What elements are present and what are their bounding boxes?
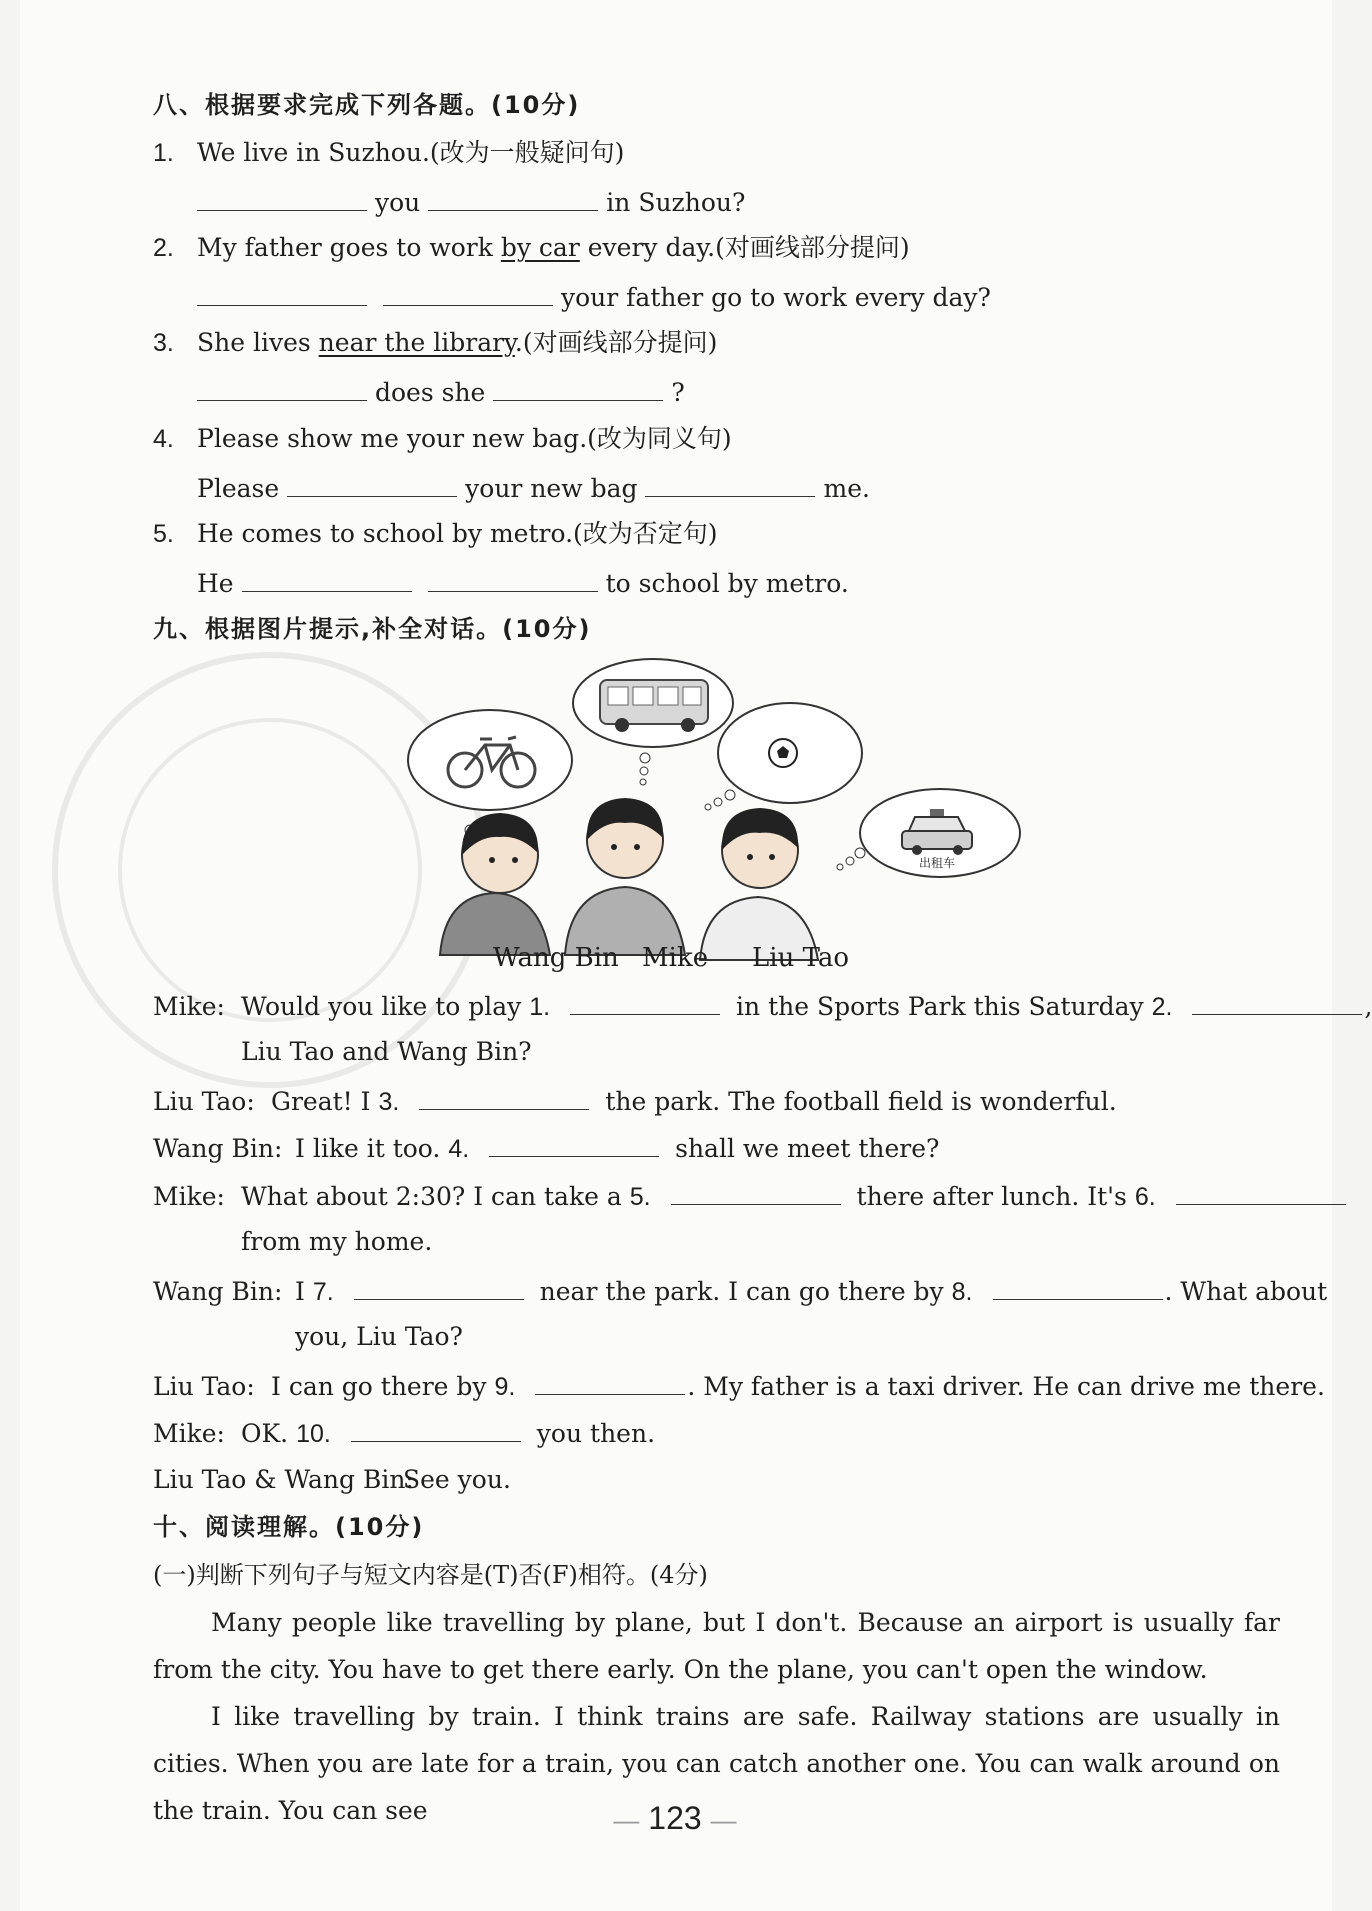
blank[interactable]	[489, 1132, 659, 1157]
blank[interactable]	[419, 1085, 589, 1110]
dialog-line-5: Wang Bin: I 7. near the park. I can go there by 8. . What about	[153, 1277, 1328, 1306]
blank[interactable]	[1176, 1180, 1346, 1205]
page-number: — 123 —	[613, 1800, 737, 1836]
bus-icon	[600, 680, 708, 732]
q1-answer: you in Suzhou?	[197, 186, 745, 218]
blank[interactable]	[535, 1370, 685, 1395]
section-10-title: 十、阅读理解。(10分)	[153, 1513, 425, 1541]
boy-mike	[565, 798, 685, 955]
name-mike: Mike	[642, 943, 709, 973]
dialog-line-7: Mike: OK. 10. you then.	[153, 1419, 656, 1448]
blank[interactable]	[242, 567, 412, 592]
q4-answer: Please your new bag me.	[197, 474, 870, 503]
blank[interactable]	[287, 472, 457, 497]
q3-answer: does she ?	[197, 376, 685, 408]
taxi-label: 出租车	[918, 856, 956, 870]
dialogue-illustration	[400, 655, 1040, 975]
dialog-line-1-cont: Liu Tao and Wang Bin?	[241, 1037, 532, 1066]
blank[interactable]	[671, 1180, 841, 1205]
blank[interactable]	[570, 990, 720, 1015]
blank[interactable]	[645, 472, 815, 497]
blank[interactable]	[197, 281, 367, 306]
blank[interactable]	[1192, 990, 1362, 1015]
dialog-line-2: Liu Tao: Great! I 3. the park. The football field is wonderful.	[153, 1087, 1117, 1116]
q4-question: 4. Please show me your new bag.(改为同义句)	[153, 424, 732, 453]
boy-liu-tao	[700, 808, 818, 960]
dialog-line-8: Liu Tao & Wang Bin:See you.	[153, 1465, 511, 1494]
blank[interactable]	[993, 1275, 1163, 1300]
reading-paragraph-1: Many people like travelling by plane, but I don't. Because an airport is usually far from the city. You have to get there early. On the plane, you can't open the window.	[153, 1608, 1280, 1684]
blank[interactable]	[197, 376, 367, 401]
boy-wang-bin	[440, 813, 550, 955]
dialog-line-6: Liu Tao: I can go there by 9. . My father is a taxi driver. He can drive me there.	[153, 1372, 1325, 1401]
name-liu-tao: Liu Tao	[752, 943, 850, 973]
reading-paragraph-2: I like travelling by train. I think trains are safe. Railway stations are usually in cities. When you are late for a train, you can catch another one. You can walk around on the train. You can see	[153, 1702, 1280, 1825]
q2-question: 2. My father goes to work by car every day.(对画线部分提问)	[153, 233, 910, 262]
dialog-line-4: Mike: What about 2:30? I can take a 5. there after lunch. It's 6.	[153, 1180, 1354, 1212]
blank[interactable]	[197, 186, 367, 211]
blank[interactable]	[428, 186, 598, 211]
blank[interactable]	[354, 1275, 524, 1300]
section-10-subtitle: (一)判断下列句子与短文内容是(T)否(F)相符。(4分)	[153, 1561, 708, 1589]
q5-question: 5. He comes to school by metro.(改为否定句)	[153, 519, 718, 548]
football-icon	[769, 739, 797, 767]
q2-answer: your father go to work every day?	[197, 281, 991, 313]
section-8-title: 八、根据要求完成下列各题。(10分)	[153, 91, 581, 119]
blank[interactable]	[428, 567, 598, 592]
q1-question: 1. We live in Suzhou.(改为一般疑问句)	[153, 138, 625, 167]
dialog-line-5-cont: you, Liu Tao?	[295, 1322, 463, 1351]
blank[interactable]	[383, 281, 553, 306]
name-wang-bin: Wang Bin	[493, 943, 619, 973]
q3-question: 3. She lives near the library.(对画线部分提问)	[153, 328, 718, 357]
q5-answer: He to school by metro.	[197, 569, 849, 598]
dialog-line-3: Wang Bin: I like it too. 4. shall we meet there?	[153, 1134, 940, 1163]
blank[interactable]	[351, 1417, 521, 1442]
dialog-line-1: Mike: Would you like to play 1. in the Sports Park this Saturday 2. ,	[153, 992, 1372, 1021]
dialog-line-4-cont: from my home.	[241, 1227, 433, 1256]
section-9-title: 九、根据图片提示,补全对话。(10分)	[153, 615, 592, 643]
worksheet-page	[20, 0, 1372, 1911]
taxi-thought-bubble	[837, 789, 1020, 877]
bus-thought-bubble	[573, 659, 733, 785]
blank[interactable]	[493, 376, 663, 401]
